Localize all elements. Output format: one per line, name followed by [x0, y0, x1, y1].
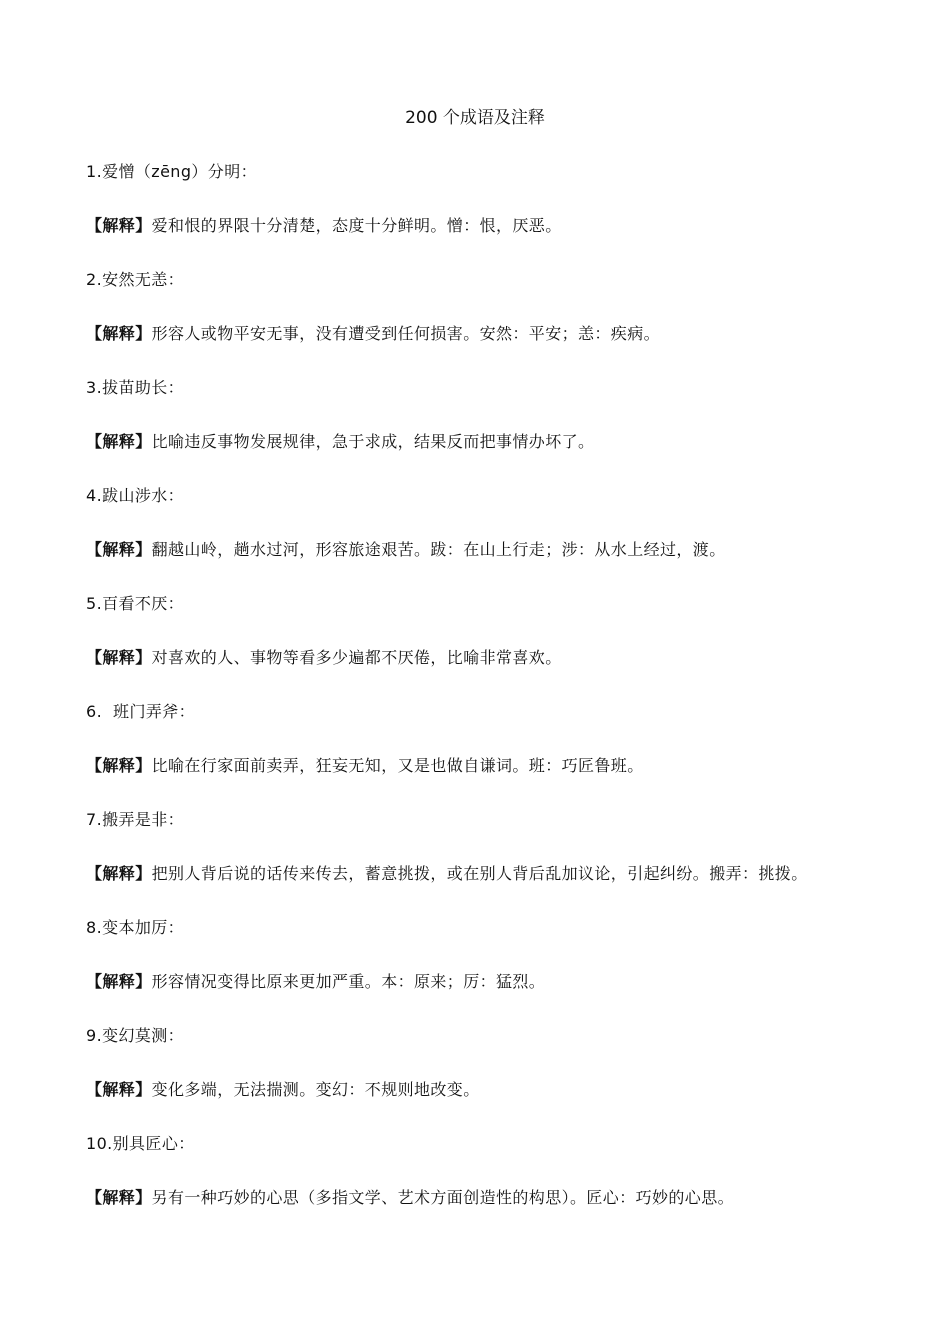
explanation-tag: 【解释】 — [86, 216, 152, 235]
explanation-tag: 【解释】 — [86, 324, 152, 343]
explanation-tag: 【解释】 — [86, 756, 152, 775]
explanation-text: 形容情况变得比原来更加严重。本：原来；厉：猛烈。 — [151, 972, 546, 991]
idiom-entry — [86, 1022, 876, 1103]
explanation-text: 另有一种巧妙的心思（多指文学、艺术方面创造性的构思）。匠心：巧妙的心思。 — [151, 1188, 735, 1207]
idiom-explanation — [86, 428, 876, 455]
explanation-tag: 【解释】 — [86, 648, 152, 667]
explanation-tag: 【解释】 — [86, 864, 152, 883]
idiom-entry — [86, 806, 876, 887]
explanation-tag: 【解释】 — [86, 432, 152, 451]
explanation-tag: 【解释】 — [86, 1188, 152, 1207]
idiom-entry — [86, 374, 876, 455]
idiom-explanation — [86, 860, 876, 887]
explanation-text: 对喜欢的人、事物等看多少遍都不厌倦，比喻非常喜欢。 — [151, 648, 562, 667]
idiom-entry — [86, 266, 876, 347]
idiom-explanation — [86, 752, 876, 779]
idiom-term: 1.爱憎（zēng）分明： — [86, 162, 258, 181]
idiom-term: 2.安然无恙： — [86, 270, 185, 289]
explanation-text: 爱和恨的界限十分清楚，态度十分鲜明。憎：恨，厌恶。 — [151, 216, 562, 235]
idiom-entry — [86, 158, 876, 239]
explanation-text: 形容人或物平安无事，没有遭受到任何损害。安然：平安；恙：疾病。 — [151, 324, 661, 343]
idiom-explanation — [86, 1076, 876, 1103]
idiom-entry — [86, 482, 876, 563]
idiom-explanation — [86, 968, 876, 995]
idiom-term: 5.百看不厌： — [86, 594, 185, 613]
explanation-text: 把别人背后说的话传来传去，蓄意挑拨，或在别人背后乱加议论，引起纠纷。搬弄：挑拨。 — [151, 864, 808, 883]
idiom-explanation — [86, 644, 876, 671]
explanation-tag: 【解释】 — [86, 540, 152, 559]
explanation-text: 变化多端，无法揣测。变幻：不规则地改变。 — [151, 1080, 480, 1099]
idiom-term: 4.跋山涉水： — [86, 486, 185, 505]
idiom-entry — [86, 914, 876, 995]
idiom-entry — [86, 1130, 876, 1211]
idiom-list — [86, 158, 876, 1238]
idiom-explanation — [86, 536, 876, 563]
idiom-term: 10.别具匠心： — [86, 1134, 195, 1153]
idiom-term: 3.拔苗助长： — [86, 378, 185, 397]
idiom-explanation — [86, 212, 876, 239]
explanation-text: 比喻违反事物发展规律，急于求成，结果反而把事情办坏了。 — [151, 432, 595, 451]
document-title: 200 个成语及注释 — [405, 108, 545, 128]
idiom-term: 6. 班门弄斧： — [86, 702, 196, 721]
idiom-term: 7.搬弄是非： — [86, 810, 185, 829]
explanation-text: 翻越山岭，趟水过河，形容旅途艰苦。跋：在山上行走；涉：从水上经过，渡。 — [151, 540, 726, 559]
explanation-tag: 【解释】 — [86, 1080, 152, 1099]
explanation-text: 比喻在行家面前卖弄，狂妄无知，又是也做自谦词。班：巧匠鲁班。 — [151, 756, 644, 775]
idiom-explanation — [86, 1184, 876, 1211]
explanation-tag: 【解释】 — [86, 972, 152, 991]
idiom-term: 8.变本加厉： — [86, 918, 185, 937]
idiom-entry — [86, 698, 876, 779]
idiom-explanation — [86, 320, 876, 347]
idiom-term: 9.变幻莫测： — [86, 1026, 185, 1045]
idiom-entry — [86, 590, 876, 671]
